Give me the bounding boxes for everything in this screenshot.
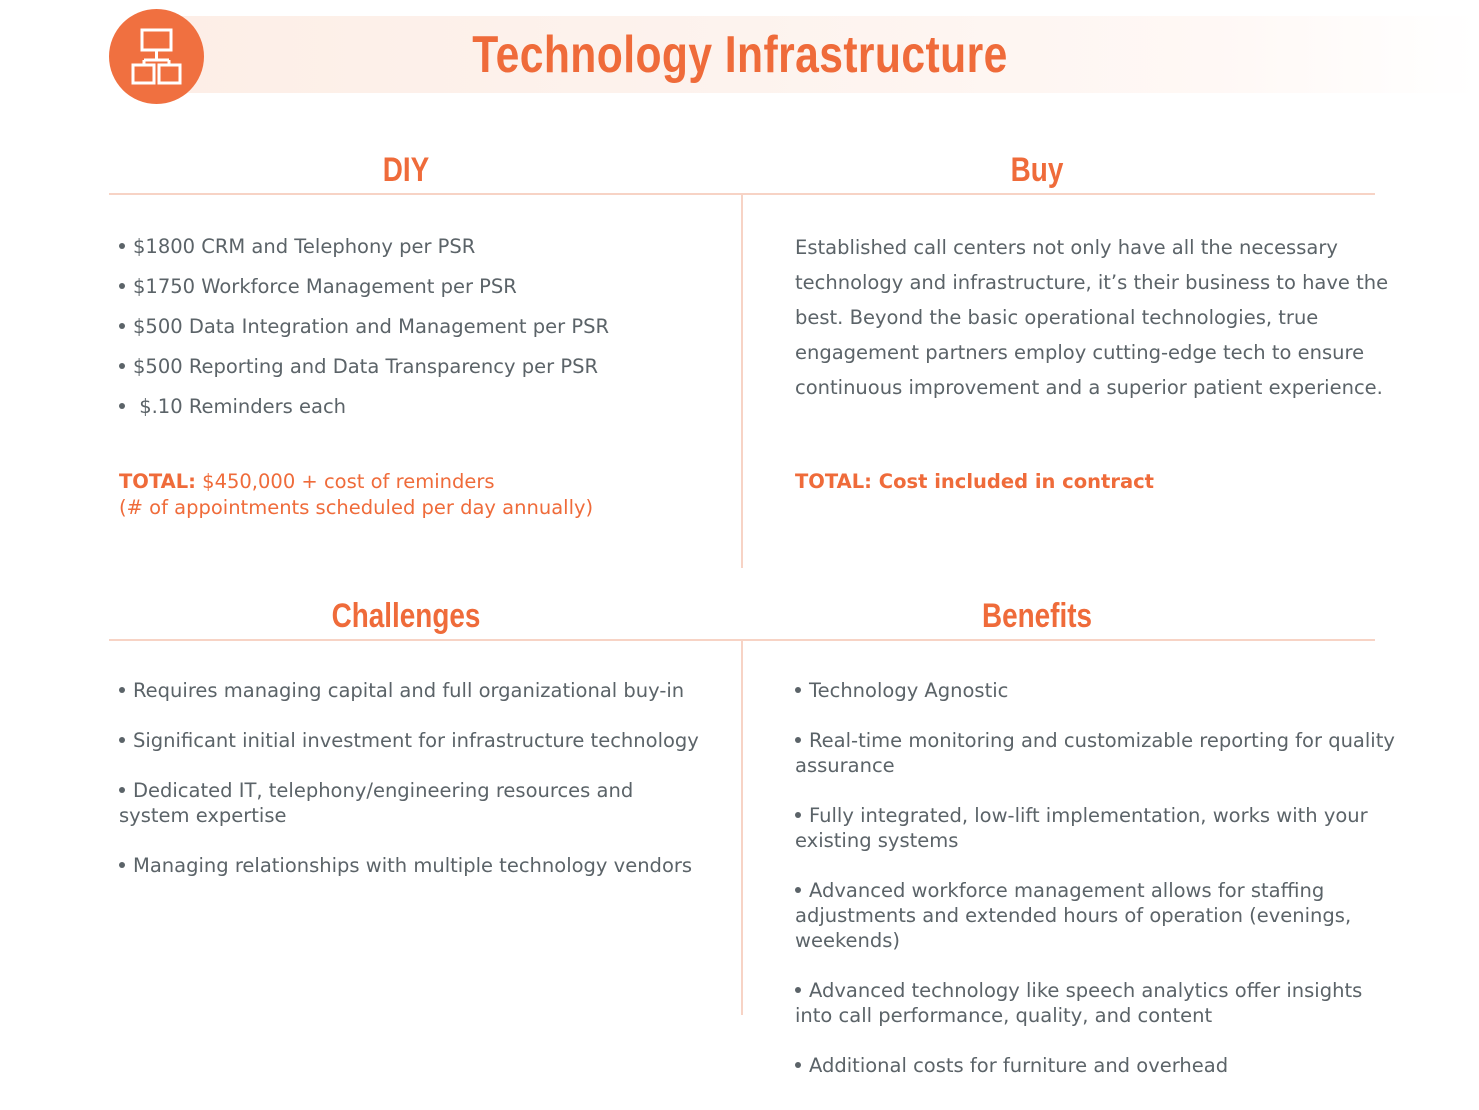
benefit-item-text: Technology Agnostic (809, 679, 1009, 702)
bullet-dot-icon (119, 283, 125, 289)
bullet-dot-icon (795, 887, 801, 893)
benefit-item (795, 1053, 1395, 1078)
diy-cost-item (119, 392, 719, 422)
diy-total (119, 469, 719, 521)
bottom-column-divider (741, 641, 743, 1015)
benefit-item (795, 978, 1395, 1028)
bullet-dot-icon (795, 1062, 801, 1068)
buy-total: TOTAL: Cost included in contract (795, 470, 1154, 493)
benefits-list (795, 678, 1395, 1103)
diy-cost-item-text: $1750 Workforce Management per PSR (133, 275, 517, 298)
benefits-heading: Benefits (981, 597, 1092, 635)
benefit-item-text: Fully integrated, low-lift implementation, works with your existing systems (795, 804, 1368, 852)
benefit-item-text: Advanced workforce management allows for staffing adjustments and extended hours of operation (evenings, weekends) (795, 879, 1352, 952)
bullet-dot-icon (795, 687, 801, 693)
challenge-item (119, 778, 704, 828)
bullet-dot-icon (119, 687, 125, 693)
bullet-dot-icon (795, 812, 801, 818)
benefit-item-text: Real-time monitoring and customizable reporting for quality assurance (795, 729, 1395, 777)
challenges-list (119, 678, 704, 903)
page-title: Technology Infrastructure (472, 26, 1008, 84)
top-column-divider (741, 195, 743, 568)
challenge-item (119, 678, 704, 703)
benefit-item (795, 728, 1395, 778)
bullet-dot-icon (119, 323, 125, 329)
challenges-heading: Challenges (331, 597, 481, 635)
bullet-dot-icon (119, 243, 125, 249)
diy-cost-item (119, 272, 719, 302)
challenge-item-text: Managing relationships with multiple technology vendors (133, 854, 693, 877)
diy-total-value: $450,000 + cost of reminders (195, 470, 495, 493)
diy-cost-item-text: $1800 CRM and Telephony per PSR (133, 235, 476, 258)
diy-cost-item (119, 312, 719, 342)
bullet-dot-icon (119, 737, 125, 743)
diy-total-label: TOTAL: (119, 470, 196, 493)
bullet-dot-icon (119, 862, 125, 868)
diy-cost-item-text: $500 Reporting and Data Transparency per PSR (133, 355, 599, 378)
diy-cost-item (119, 232, 719, 262)
challenge-item-text: Requires managing capital and full organizational buy-in (133, 679, 685, 702)
buy-heading: Buy (1010, 151, 1064, 189)
bullet-dot-icon (119, 363, 125, 369)
challenge-item (119, 728, 704, 753)
diy-total-note: (# of appointments scheduled per day annually) (119, 496, 594, 519)
diy-heading: DIY (382, 151, 430, 189)
diy-cost-list (119, 232, 719, 432)
benefit-item-text: Additional costs for furniture and overhead (809, 1054, 1229, 1077)
challenge-item-text: Significant initial investment for infrastructure technology (133, 729, 699, 752)
benefit-item (795, 678, 1395, 703)
network-hierarchy-icon (109, 9, 204, 104)
bullet-dot-icon (795, 987, 801, 993)
diy-cost-item (119, 352, 719, 382)
diy-cost-item-text: $500 Data Integration and Management per PSR (133, 315, 610, 338)
diy-cost-item-text: $.10 Reminders each (133, 395, 347, 418)
buy-description: Established call centers not only have all the necessary technology and infrastructure, it’s their business to have the best. Beyond the basic operational technologies, true engagement partners employ cutting-edge tech to ensure continuous improvement and a superior patient experience. (795, 236, 1389, 399)
bullet-dot-icon (119, 403, 125, 409)
challenge-item-text: Dedicated IT, telephony/engineering resources and system expertise (119, 779, 634, 827)
benefit-item (795, 803, 1395, 853)
bullet-dot-icon (795, 737, 801, 743)
benefit-item (795, 878, 1395, 953)
challenge-item (119, 853, 704, 878)
benefit-item-text: Advanced technology like speech analytics offer insights into call performance, quality, and content (795, 979, 1363, 1027)
bullet-dot-icon (119, 787, 125, 793)
